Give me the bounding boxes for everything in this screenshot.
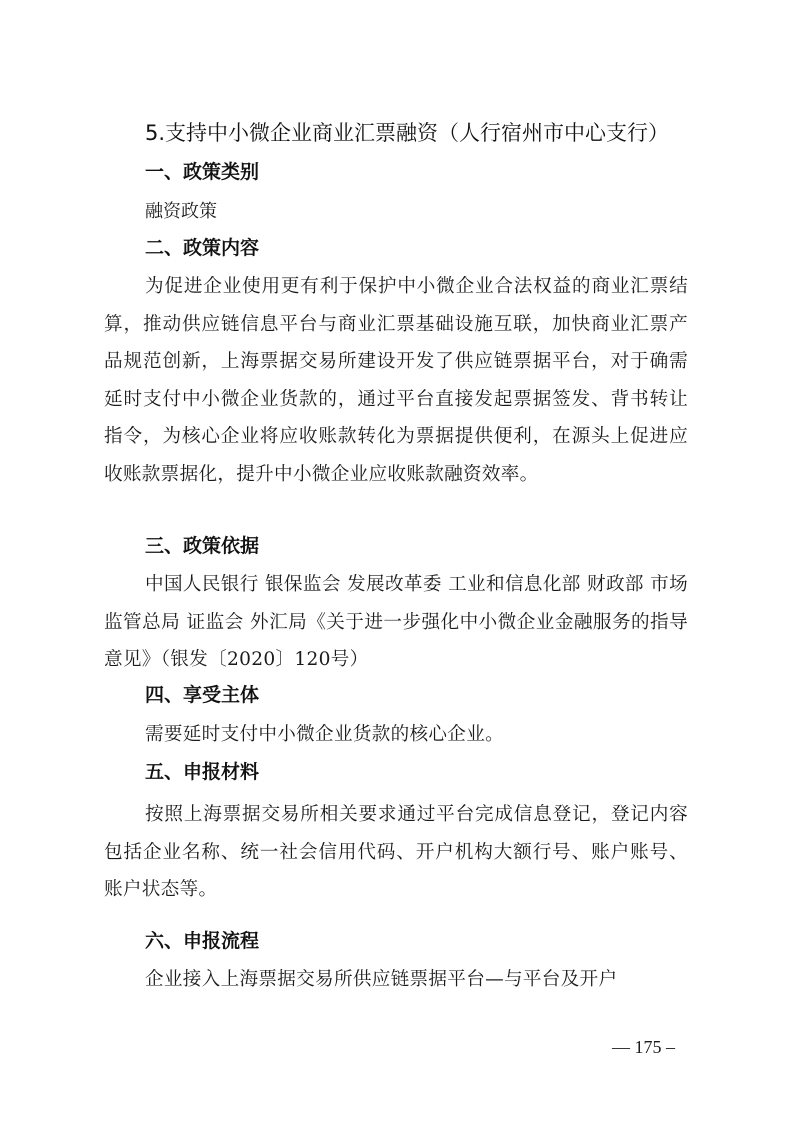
section-heading-policy-content: 二、政策内容 xyxy=(145,237,260,259)
section-heading-policy-category: 一、政策类别 xyxy=(145,161,260,183)
section-heading-application-materials: 五、申报材料 xyxy=(145,761,260,783)
section-heading-eligible-entity: 四、享受主体 xyxy=(145,684,260,706)
section-content-policy-basis: 中国人民银行 银保监会 发展改革委 工业和信息化部 财政部 市场监管总局 证监会 外汇局《关于进一步强化中小微企业金融服务的指导意见》（银发〔2020〕120号） xyxy=(104,574,688,670)
page-number: — 175 – xyxy=(612,1037,675,1057)
section-content-application-process: 企业接入上海票据交易所供应链票据平台—与平台及开户 xyxy=(145,969,618,990)
section-content-policy-content: 为促进企业使用更有利于保护中小微企业合法权益的商业汇票结算，推动供应链信息平台与商业汇票基础设施互联，加快商业汇票产品规范创新，上海票据交易所建设开发了供应链票据平台，对于确需延时支付中小微企业货款的，通过平台直接发起票据签发、背书转让指令，为核心企业将应收账款转化为票据提供便利，在源头上促进应收账款票据化，提升中小微企业应收账款融资效率。 xyxy=(104,276,688,485)
section-heading-application-process: 六、申报流程 xyxy=(145,930,260,952)
section-content-application-materials: 按照上海票据交易所相关要求通过平台完成信息登记，登记内容包括企业名称、统一社会信用代码、开户机构大额行号、账户账号、账户状态等。 xyxy=(104,804,688,900)
section-heading-policy-basis: 三、政策依据 xyxy=(145,535,260,557)
section-content-eligible-entity: 需要延时支付中小微企业货款的核心企业。 xyxy=(145,724,504,745)
section-content-policy-category: 融资政策 xyxy=(145,201,217,222)
document-title: 5.支持中小微企业商业汇票融资（人行宿州市中心支行） xyxy=(145,121,670,145)
